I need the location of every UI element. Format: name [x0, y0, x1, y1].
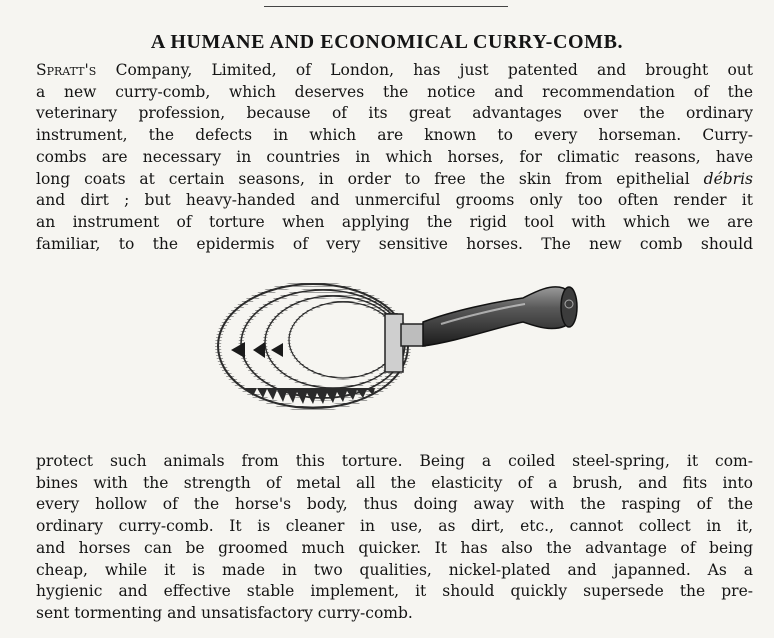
text-line: combs are necessary in countries in which horses, for climatic reasons, have	[36, 147, 753, 166]
paragraph-1	[36, 60, 753, 255]
text-line: hygienic and effective stable implement, it should quickly supersede the pre-	[36, 582, 753, 601]
article-title: A HUMANE AND ECONOMICAL CURRY-COMB.	[150, 31, 624, 53]
top-rule	[264, 6, 508, 7]
text-line: sent tormenting and unsatisfactory curry-comb.	[36, 603, 413, 622]
text-line: instrument, the defects in which are known to every horseman. Curry-	[36, 126, 753, 145]
text-line: protect such animals from this torture. Being a coiled steel-spring, it com-	[36, 452, 753, 470]
wooden-handle	[423, 287, 577, 346]
text-line: and horses can be groomed much quicker. It has also the advantage of being	[36, 538, 753, 557]
text-line: a new curry-comb, which deserves the notice and recommendation of the	[36, 82, 753, 101]
company-name: Spratt's	[36, 61, 97, 79]
curry-comb-illustration	[205, 262, 585, 434]
text-line: long coats at certain seasons, in order to free the skin from epithelial débris	[36, 169, 753, 188]
text-line: bines with the strength of metal all the elasticity of a brush, and fits into	[36, 473, 753, 492]
text-line: and dirt ; but heavy-handed and unmerciful grooms only too often render it	[36, 191, 753, 210]
text-line: familiar, to the epidermis of very sensitive horses. The new comb should	[36, 234, 753, 253]
text-line: Spratt's Company, Limited, of London, has just patented and brought out	[36, 61, 753, 79]
text-line: veterinary profession, because of its great advantages over the ordinary	[36, 104, 753, 123]
text-line: cheap, while it is made in two qualities, nickel-plated and japanned. As a	[36, 560, 753, 579]
italic-word: débris	[703, 169, 753, 188]
text-line: an instrument of torture when applying the rigid tool with which we are	[36, 212, 753, 231]
paragraph-2	[36, 451, 753, 625]
text-line: every hollow of the horse's body, thus doing away with the rasping of the	[36, 495, 753, 514]
text-line: ordinary curry-comb. It is cleaner in use, as dirt, etc., cannot collect in it,	[36, 517, 753, 536]
